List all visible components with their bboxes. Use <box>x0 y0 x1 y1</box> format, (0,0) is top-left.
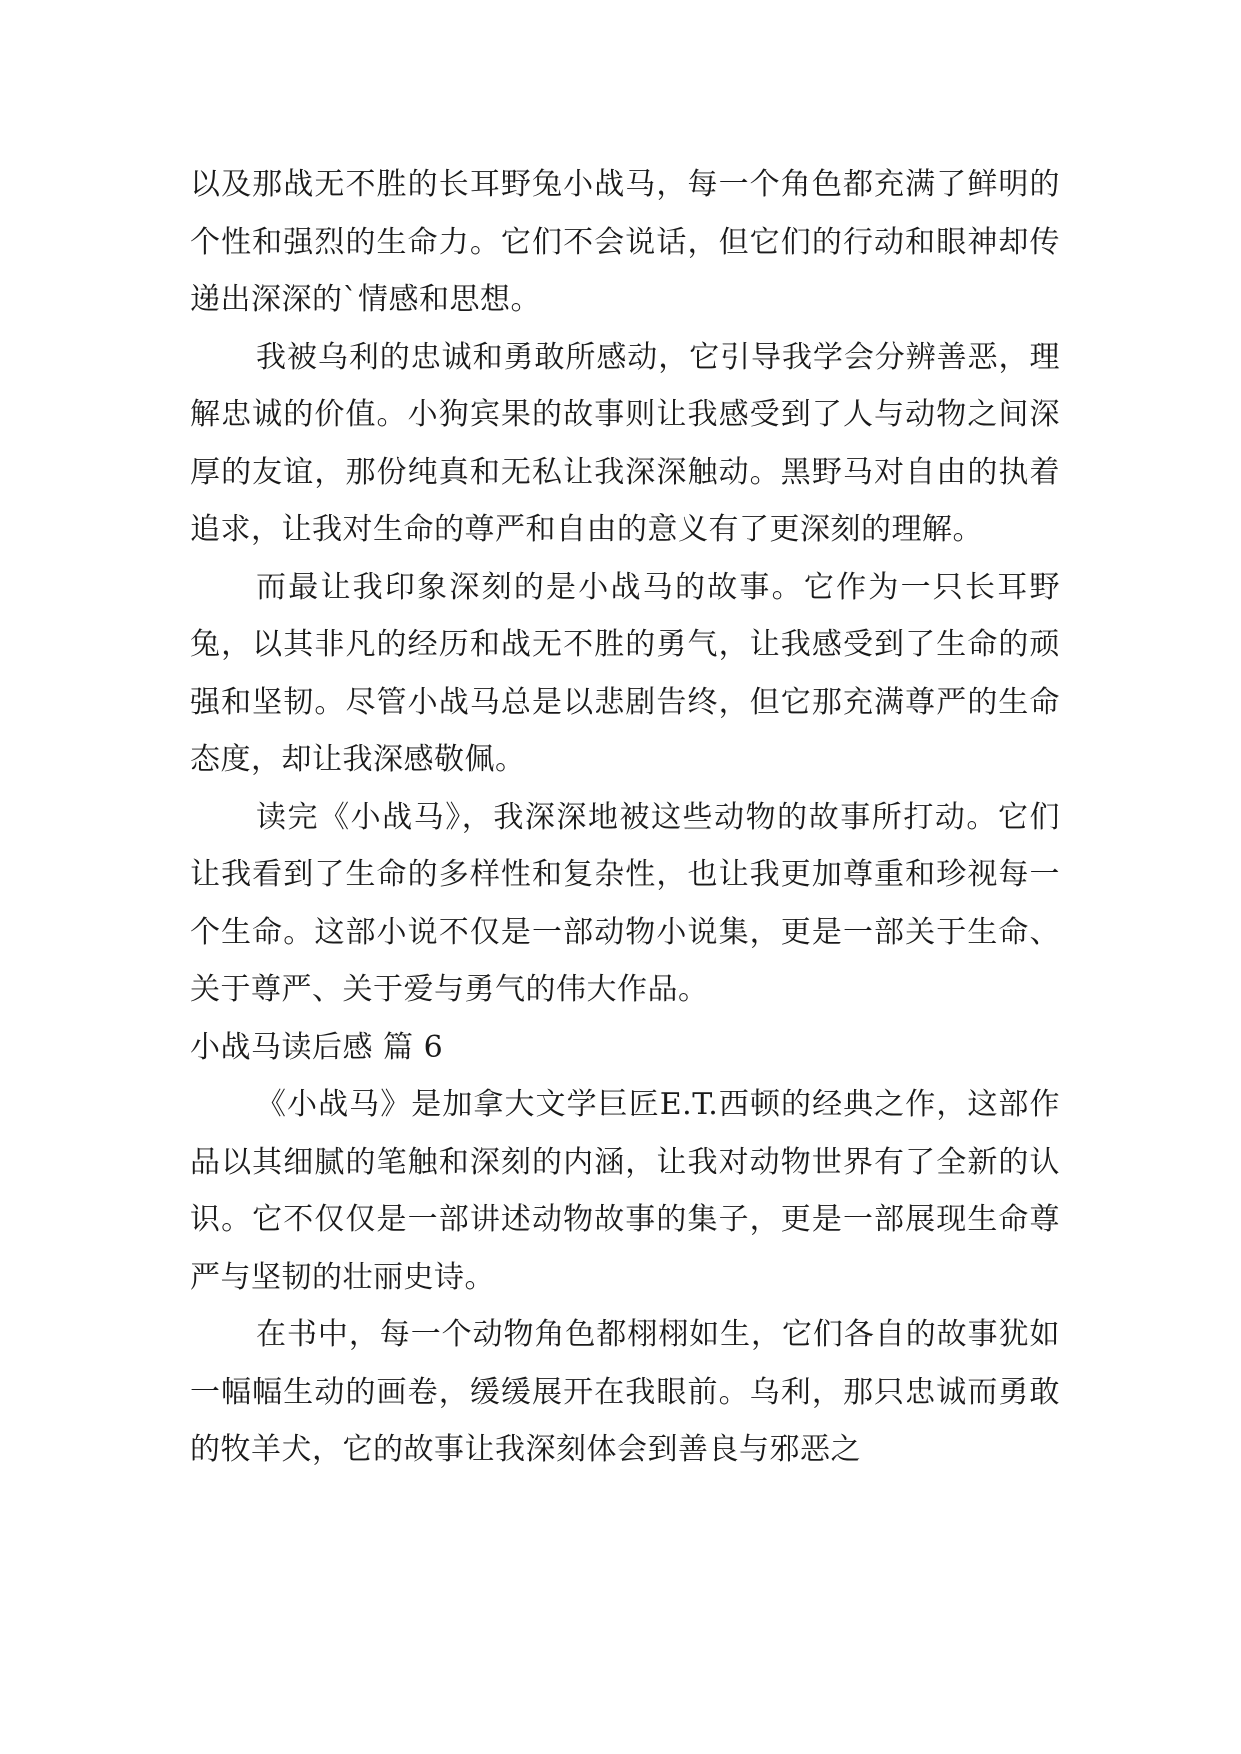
paragraph-3: 而最让我印象深刻的是小战马的故事。它作为一只长耳野兔，以其非凡的经历和战无不胜的勇气，让我感受到了生命的顽强和坚韧。尽管小战马总是以悲剧告终，但它那充满尊严的生命态度，却让我深感敬佩。 <box>190 569 1060 777</box>
paragraph-5: 《小战马》是加拿大文学巨匠E.T.西顿的经典之作，这部作品以其细腻的笔触和深刻的内涵，让我对动物世界有了全新的认识。它不仅仅是一部讲述动物故事的集子，更是一部展现生命尊严与坚韧的壮丽史诗。 <box>190 1087 1060 1295</box>
paragraph-4: 读完《小战马》，我深深地被这些动物的故事所打动。它们让我看到了生命的多样性和复杂性，也让我更加尊重和珍视每一个生命。这部小说不仅是一部动物小说集，更是一部关于生命、关于尊严、关于爱与勇气的伟大作品。 <box>190 799 1060 1007</box>
paragraph-1: 以及那战无不胜的长耳野兔小战马，每一个角色都充满了鲜明的个性和强烈的生命力。它们不会说话，但它们的行动和眼神却传递出深深的`情感和思想。 <box>190 167 1060 317</box>
document-page <box>190 156 1060 1479</box>
paragraph-2: 我被乌利的忠诚和勇敢所感动，它引导我学会分辨善恶，理解忠诚的价值。小狗宾果的故事则让我感受到了人与动物之间深厚的友谊，那份纯真和无私让我深深触动。黑野马对自由的执着追求，让我对生命的尊严和自由的意义有了更深刻的理解。 <box>190 339 1060 547</box>
section-heading: 小战马读后感 篇 6 <box>190 1029 444 1065</box>
paragraph-6: 在书中，每一个动物角色都栩栩如生，它们各自的故事犹如一幅幅生动的画卷，缓缓展开在我眼前。乌利，那只忠诚而勇敢的牧羊犬，它的故事让我深刻体会到善良与邪恶之 <box>190 1317 1060 1467</box>
